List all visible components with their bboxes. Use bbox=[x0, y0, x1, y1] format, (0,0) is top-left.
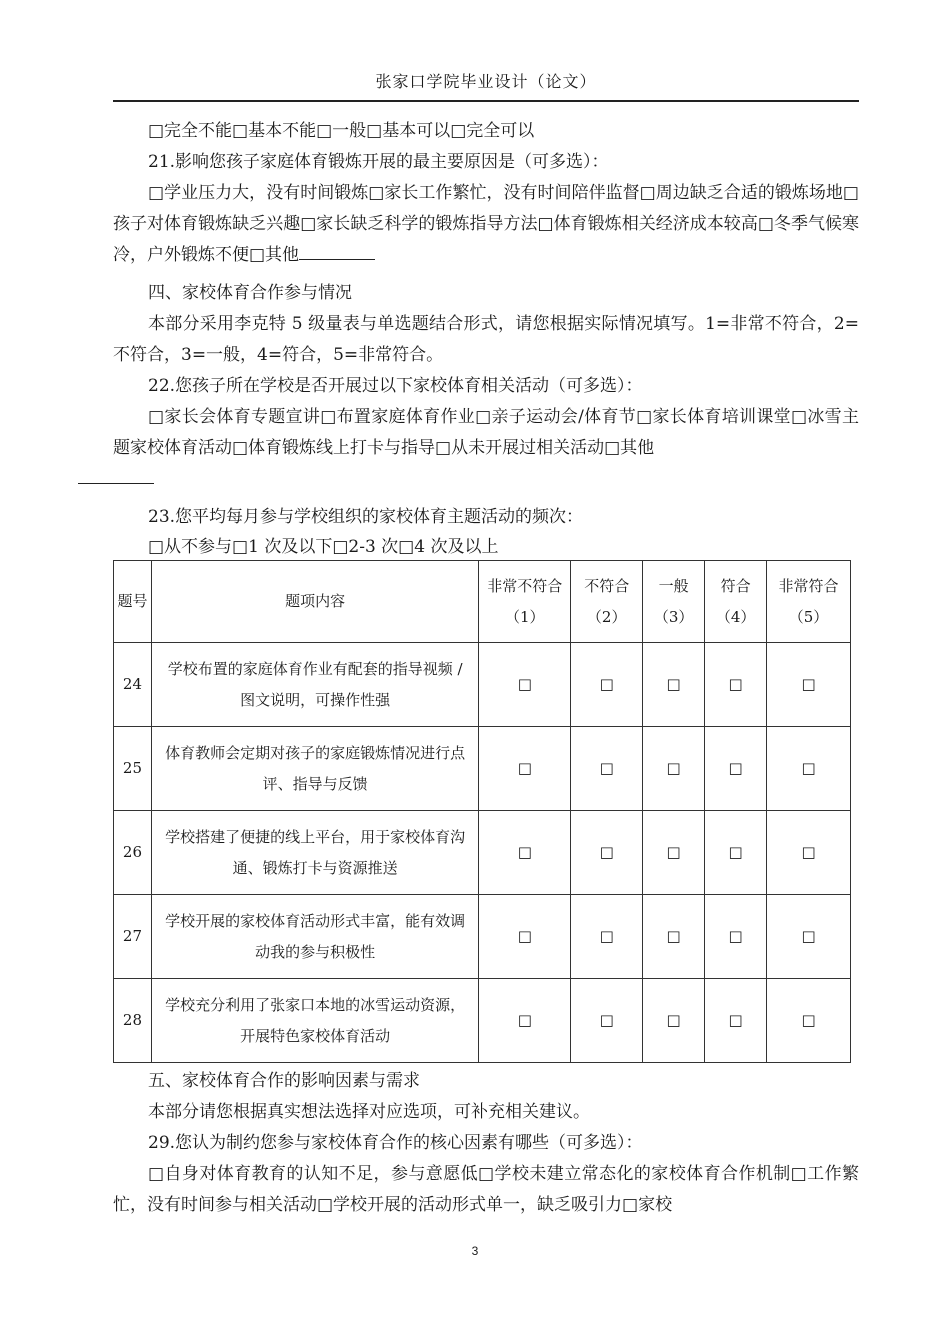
row-text: 学校搭建了便捷的线上平台，用于家校体育沟通、锻炼打卡与资源推送 bbox=[151, 811, 478, 895]
row-text: 学校布置的家庭体育作业有配套的指导视频 / 图文说明，可操作性强 bbox=[151, 643, 478, 727]
checkbox[interactable]: □ bbox=[571, 727, 643, 811]
table-header-row bbox=[114, 561, 851, 643]
checkbox[interactable]: □ bbox=[571, 643, 643, 727]
q22-other-blank[interactable] bbox=[78, 465, 154, 484]
checkbox[interactable]: □ bbox=[571, 979, 643, 1063]
row-text: 体育教师会定期对孩子的家庭锻炼情况进行点评、指导与反馈 bbox=[151, 727, 478, 811]
checkbox[interactable]: □ bbox=[767, 979, 851, 1063]
header-c2: 不符合（2） bbox=[571, 561, 643, 643]
checkbox[interactable]: □ bbox=[479, 895, 571, 979]
checkbox[interactable]: □ bbox=[705, 895, 767, 979]
checkbox[interactable]: □ bbox=[571, 895, 643, 979]
checkbox[interactable]: □ bbox=[479, 727, 571, 811]
checkbox[interactable]: □ bbox=[643, 895, 705, 979]
row-num: 28 bbox=[114, 979, 152, 1063]
header-c1: 非常不符合（1） bbox=[479, 561, 571, 643]
checkbox[interactable]: □ bbox=[479, 643, 571, 727]
table-row bbox=[114, 727, 851, 811]
header-c3: 一般（3） bbox=[643, 561, 705, 643]
table-row bbox=[114, 643, 851, 727]
checkbox[interactable]: □ bbox=[643, 727, 705, 811]
q23-title: 23.您平均每月参与学校组织的家校体育主题活动的频次： bbox=[148, 507, 584, 527]
section4-intro: 本部分采用李克特 5 级量表与单选题结合形式，请您根据实际情况填写。1=非常不符合，2=不符合，3=一般，4=符合，5=非常符合。 bbox=[113, 314, 859, 365]
q29-title: 29.您认为制约您参与家校体育合作的核心因素有哪些（可多选）： bbox=[148, 1133, 643, 1153]
checkbox[interactable]: □ bbox=[479, 979, 571, 1063]
checkbox[interactable]: □ bbox=[767, 727, 851, 811]
q21-title: 21.影响您孩子家庭体育锻炼开展的最主要原因是（可多选）： bbox=[148, 152, 609, 172]
q29-options: □自身对体育教育的认知不足，参与意愿低□学校未建立常态化的家校体育合作机制□工作繁忙，没有时间参与相关活动□学校开展的活动形式单一，缺乏吸引力□家校 bbox=[113, 1164, 859, 1215]
section5-intro: 本部分请您根据真实想法选择对应选项，可补充相关建议。 bbox=[148, 1102, 590, 1122]
checkbox[interactable]: □ bbox=[705, 643, 767, 727]
row-num: 25 bbox=[114, 727, 152, 811]
checkbox[interactable]: □ bbox=[479, 811, 571, 895]
header-content: 题项内容 bbox=[151, 561, 478, 643]
checkbox[interactable]: □ bbox=[767, 895, 851, 979]
checkbox[interactable]: □ bbox=[643, 811, 705, 895]
checkbox[interactable]: □ bbox=[643, 979, 705, 1063]
table-row bbox=[114, 979, 851, 1063]
header-c4: 符合（4） bbox=[705, 561, 767, 643]
q22-options-text: □家长会体育专题宣讲□布置家庭体育作业□亲子运动会/体育节□家长体育培训课堂□冰雪主题家校体育活动□体育锻炼线上打卡与指导□从未开展过相关活动□其他 bbox=[113, 407, 859, 458]
row-text: 学校开展的家校体育活动形式丰富，能有效调动我的参与积极性 bbox=[151, 895, 478, 979]
q21-other-blank[interactable] bbox=[299, 241, 375, 260]
q22-title: 22.您孩子所在学校是否开展过以下家校体育相关活动（可多选）： bbox=[148, 376, 643, 396]
page-header: 张家口学院毕业设计（论文） bbox=[113, 68, 859, 102]
checkbox[interactable]: □ bbox=[705, 727, 767, 811]
section5-title: 五、家校体育合作的影响因素与需求 bbox=[148, 1071, 420, 1091]
header-num: 题号 bbox=[114, 561, 152, 643]
page-number: 3 bbox=[471, 1244, 479, 1258]
row-num: 27 bbox=[114, 895, 152, 979]
previous-question-options: □完全不能□基本不能□一般□基本可以□完全可以 bbox=[148, 121, 535, 141]
checkbox[interactable]: □ bbox=[705, 811, 767, 895]
q21-options bbox=[113, 178, 859, 271]
checkbox[interactable]: □ bbox=[767, 643, 851, 727]
checkbox[interactable]: □ bbox=[643, 643, 705, 727]
row-num: 26 bbox=[114, 811, 152, 895]
table-row bbox=[114, 895, 851, 979]
q21-options-text: □学业压力大，没有时间锻炼□家长工作繁忙，没有时间陪伴监督□周边缺乏合适的锻炼场地□孩子对体育锻炼缺乏兴趣□家长缺乏科学的锻炼指导方法□体育锻炼相关经济成本较高□冬季气候寒冷，户外锻炼不便□其他 bbox=[113, 183, 859, 265]
header-c5: 非常符合（5） bbox=[767, 561, 851, 643]
checkbox[interactable]: □ bbox=[767, 811, 851, 895]
checkbox[interactable]: □ bbox=[571, 811, 643, 895]
q23-options: □从不参与□1 次及以下□2-3 次□4 次及以上 bbox=[148, 537, 499, 557]
table-row bbox=[114, 811, 851, 895]
q22-options bbox=[113, 402, 859, 495]
row-num: 24 bbox=[114, 643, 152, 727]
checkbox[interactable]: □ bbox=[705, 979, 767, 1063]
section4-title: 四、家校体育合作参与情况 bbox=[148, 283, 352, 303]
likert-table bbox=[113, 560, 851, 1063]
row-text: 学校充分利用了张家口本地的冰雪运动资源，开展特色家校体育活动 bbox=[151, 979, 478, 1063]
